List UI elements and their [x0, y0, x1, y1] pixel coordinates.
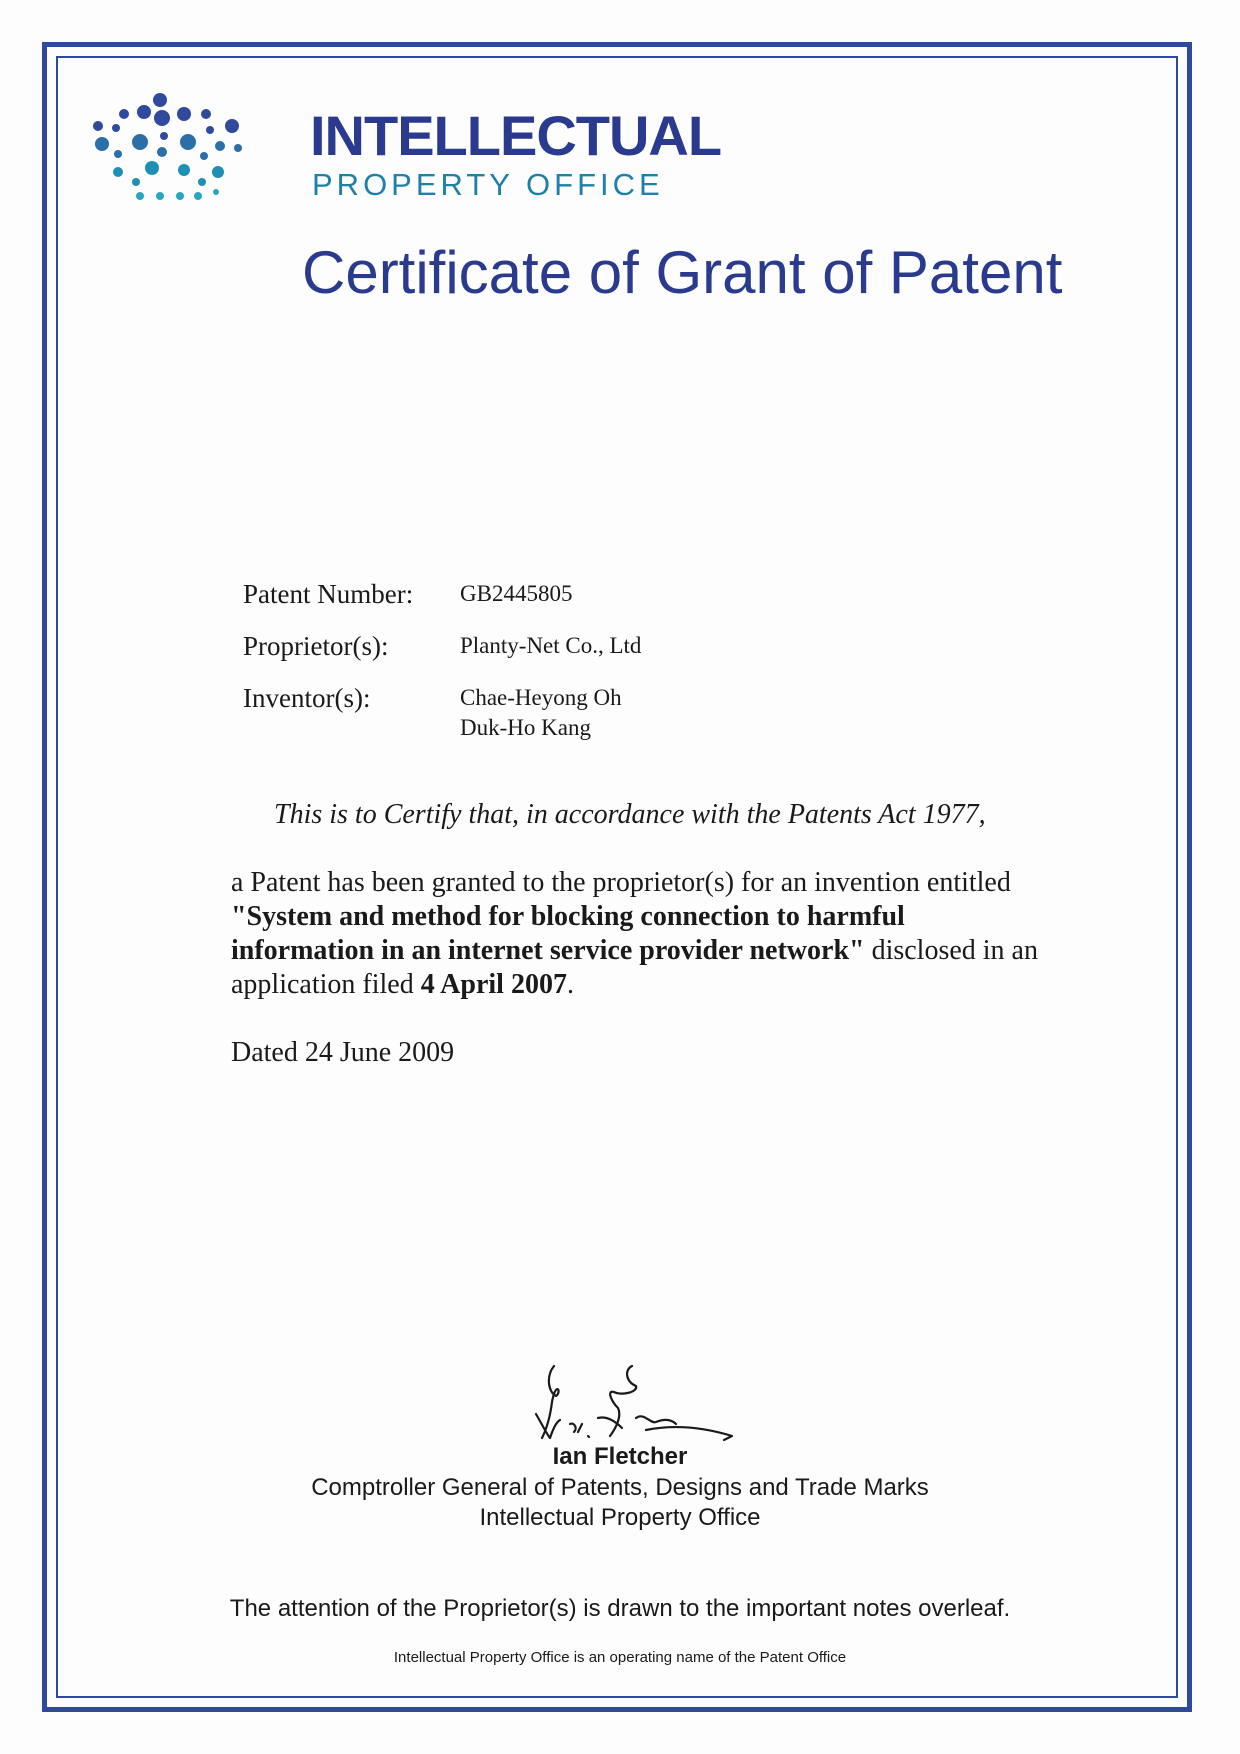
dated-line: Dated 24 June 2009 — [231, 1037, 455, 1068]
grant-end: . — [566, 969, 574, 1000]
signatory-organization: Intellectual Property Office — [479, 1504, 761, 1531]
attention-notice: The attention of the Proprietor(s) is drawn to the important notes overleaf. — [229, 1595, 1011, 1622]
proprietor-value: Planty-Net Co., Ltd — [460, 633, 642, 658]
filing-date: 4 April 2007 — [420, 969, 567, 1000]
certify-statement: This is to Certify that, in accordance with the Patents Act 1977, — [274, 799, 986, 830]
grant-intro: a Patent has been granted to the proprietor(s) for an invention entitled — [231, 867, 1011, 898]
signature-image — [526, 1362, 736, 1444]
grant-paragraph — [231, 866, 1051, 1002]
logo-subtitle: PROPERTY OFFICE — [312, 167, 664, 202]
inventor-name: Duk-Ho Kang — [460, 715, 591, 740]
certificate-title: Certificate of Grant of Patent — [302, 239, 1063, 306]
proprietor-label: Proprietor(s): — [243, 631, 389, 661]
inventor-label: Inventor(s): — [243, 683, 371, 713]
footer-note: Intellectual Property Office is an operating name of the Patent Office — [393, 1649, 847, 1666]
grant-mid: disclosed in an application filed — [231, 935, 1038, 1000]
patent-details — [243, 578, 641, 763]
signatory-name: Ian Fletcher — [552, 1443, 688, 1470]
patent-number-label: Patent Number: — [243, 579, 414, 609]
ipo-logo-dots — [92, 92, 272, 204]
inventor-list — [460, 682, 622, 743]
inventor-row — [243, 682, 641, 743]
signatory-role: Comptroller General of Patents, Designs and Trade Marks — [311, 1474, 929, 1501]
inventor-name: Chae-Heyong Oh — [460, 685, 622, 710]
patent-number-row — [243, 578, 641, 610]
patent-number-value: GB2445805 — [460, 581, 573, 606]
invention-title: "System and method for blocking connection to harmful information in an internet service provider network" — [231, 901, 905, 966]
logo-title: INTELLECTUAL — [310, 104, 722, 167]
proprietor-row — [243, 630, 641, 662]
